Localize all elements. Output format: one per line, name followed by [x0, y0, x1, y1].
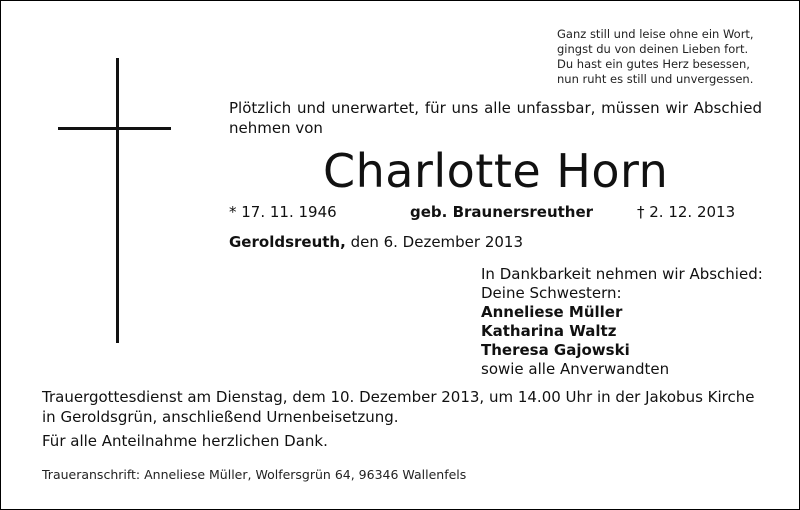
- cross-horizontal-bar: [58, 127, 171, 130]
- poem-line: Ganz still und leise ohne ein Wort,: [557, 27, 754, 41]
- mourners-group: Deine Schwestern:: [481, 284, 622, 302]
- birth-date: * 17. 11. 1946: [229, 203, 337, 221]
- poem: [557, 27, 754, 87]
- service-info: Trauergottesdienst am Dienstag, dem 10. Dezember 2013, um 14.00 Uhr in der Jakobus Kirche in Geroldsgrün, anschließend Urnenbeisetzung.: [42, 388, 755, 426]
- mourner-name: Theresa Gajowski: [481, 341, 630, 359]
- deceased-name: Charlotte Horn: [323, 144, 669, 198]
- mourners-others: sowie alle Anverwandten: [481, 360, 670, 378]
- poem-line: gingst du von deinen Lieben fort.: [557, 42, 749, 56]
- thanks-line: Für alle Anteilnahme herzlichen Dank.: [42, 432, 328, 450]
- poem-line: Du hast ein gutes Herz besessen,: [557, 57, 750, 71]
- intro-text: Plötzlich und unerwartet, für uns alle unfassbar, müssen wir Abschied nehmen von: [229, 99, 762, 137]
- mourner-name: Anneliese Müller: [481, 303, 623, 321]
- mourners-block: [481, 265, 763, 379]
- poem-line: nun ruht es still und unvergessen.: [557, 72, 754, 86]
- date: den 6. Dezember 2013: [345, 233, 524, 251]
- mourner-name: Katharina Waltz: [481, 322, 617, 340]
- maiden-name: geb. Braunersreuther: [410, 203, 594, 221]
- mourners-intro: In Dankbarkeit nehmen wir Abschied:: [481, 265, 763, 283]
- cross-vertical-bar: [116, 58, 119, 343]
- death-date: † 2. 12. 2013: [637, 203, 736, 221]
- place: Geroldsreuth,: [229, 233, 346, 251]
- place-date-line: [229, 233, 523, 251]
- mourning-address: Traueranschrift: Anneliese Müller, Wolfersgrün 64, 96346 Wallenfels: [42, 467, 467, 482]
